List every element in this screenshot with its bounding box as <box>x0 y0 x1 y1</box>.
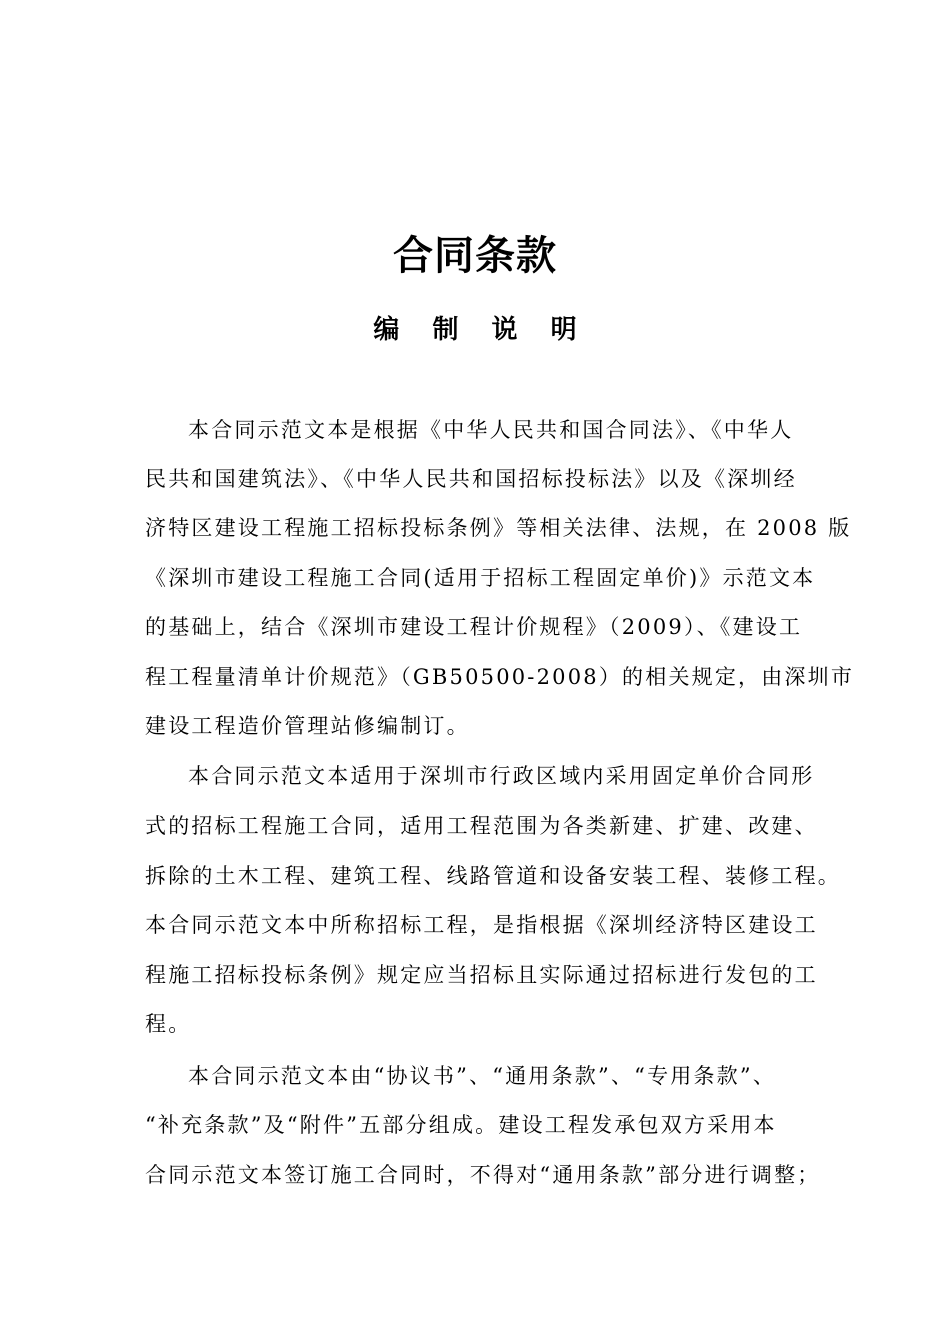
paragraph-1-line-7: 建设工程造价管理站修编制订。 <box>145 714 470 738</box>
document-title: 合同条款 <box>393 233 557 279</box>
paragraph-3-line-3: 合同示范文本签订施工合同时，不得对“通用条款”部分进行调整； <box>145 1163 821 1187</box>
paragraph-3-line-1: 本合同示范文本由“协议书”、“通用条款”、“专用条款”、 <box>188 1064 777 1088</box>
paragraph-2-line-2: 式的招标工程施工合同，适用工程范围为各类新建、扩建、改建、 <box>145 814 818 838</box>
paragraph-2-line-3: 拆除的土木工程、建筑工程、线路管道和设备安装工程、装修工程。 <box>145 864 841 888</box>
paragraph-1-line-5: 的基础上，结合《深圳市建设工程计价规程》（2009）、《建设工 <box>145 615 803 639</box>
paragraph-3-line-2: “补充条款”及“附件”五部分组成。建设工程发承包双方采用本 <box>145 1113 777 1137</box>
paragraph-1-line-3: 济特区建设工程施工招标投标条例》等相关法律、法规，在 2008 版 <box>145 516 852 540</box>
paragraph-1-line-4: 《深圳市建设工程施工合同(适用于招标工程固定单价)》示范文本 <box>145 566 816 590</box>
paragraph-1-line-1: 本合同示范文本是根据《中华人民共和国合同法》、《中华人 <box>188 418 794 442</box>
document-subtitle: 编 制 说 明 <box>373 315 589 345</box>
paragraph-2-line-1: 本合同示范文本适用于深圳市行政区域内采用固定单价合同形 <box>188 764 815 788</box>
paragraph-1-line-2: 民共和国建筑法》、《中华人民共和国招标投标法》以及《深圳经 <box>145 467 797 491</box>
paragraph-2-line-6: 程。 <box>145 1012 192 1036</box>
paragraph-2-line-5: 程施工招标投标条例》规定应当招标且实际通过招标进行发包的工 <box>145 963 818 987</box>
paragraph-2-line-4: 本合同示范文本中所称招标工程，是指根据《深圳经济特区建设工 <box>145 913 818 937</box>
paragraph-1-line-6: 程工程量清单计价规范》（GB50500-2008）的相关规定，由深圳市 <box>145 665 855 689</box>
